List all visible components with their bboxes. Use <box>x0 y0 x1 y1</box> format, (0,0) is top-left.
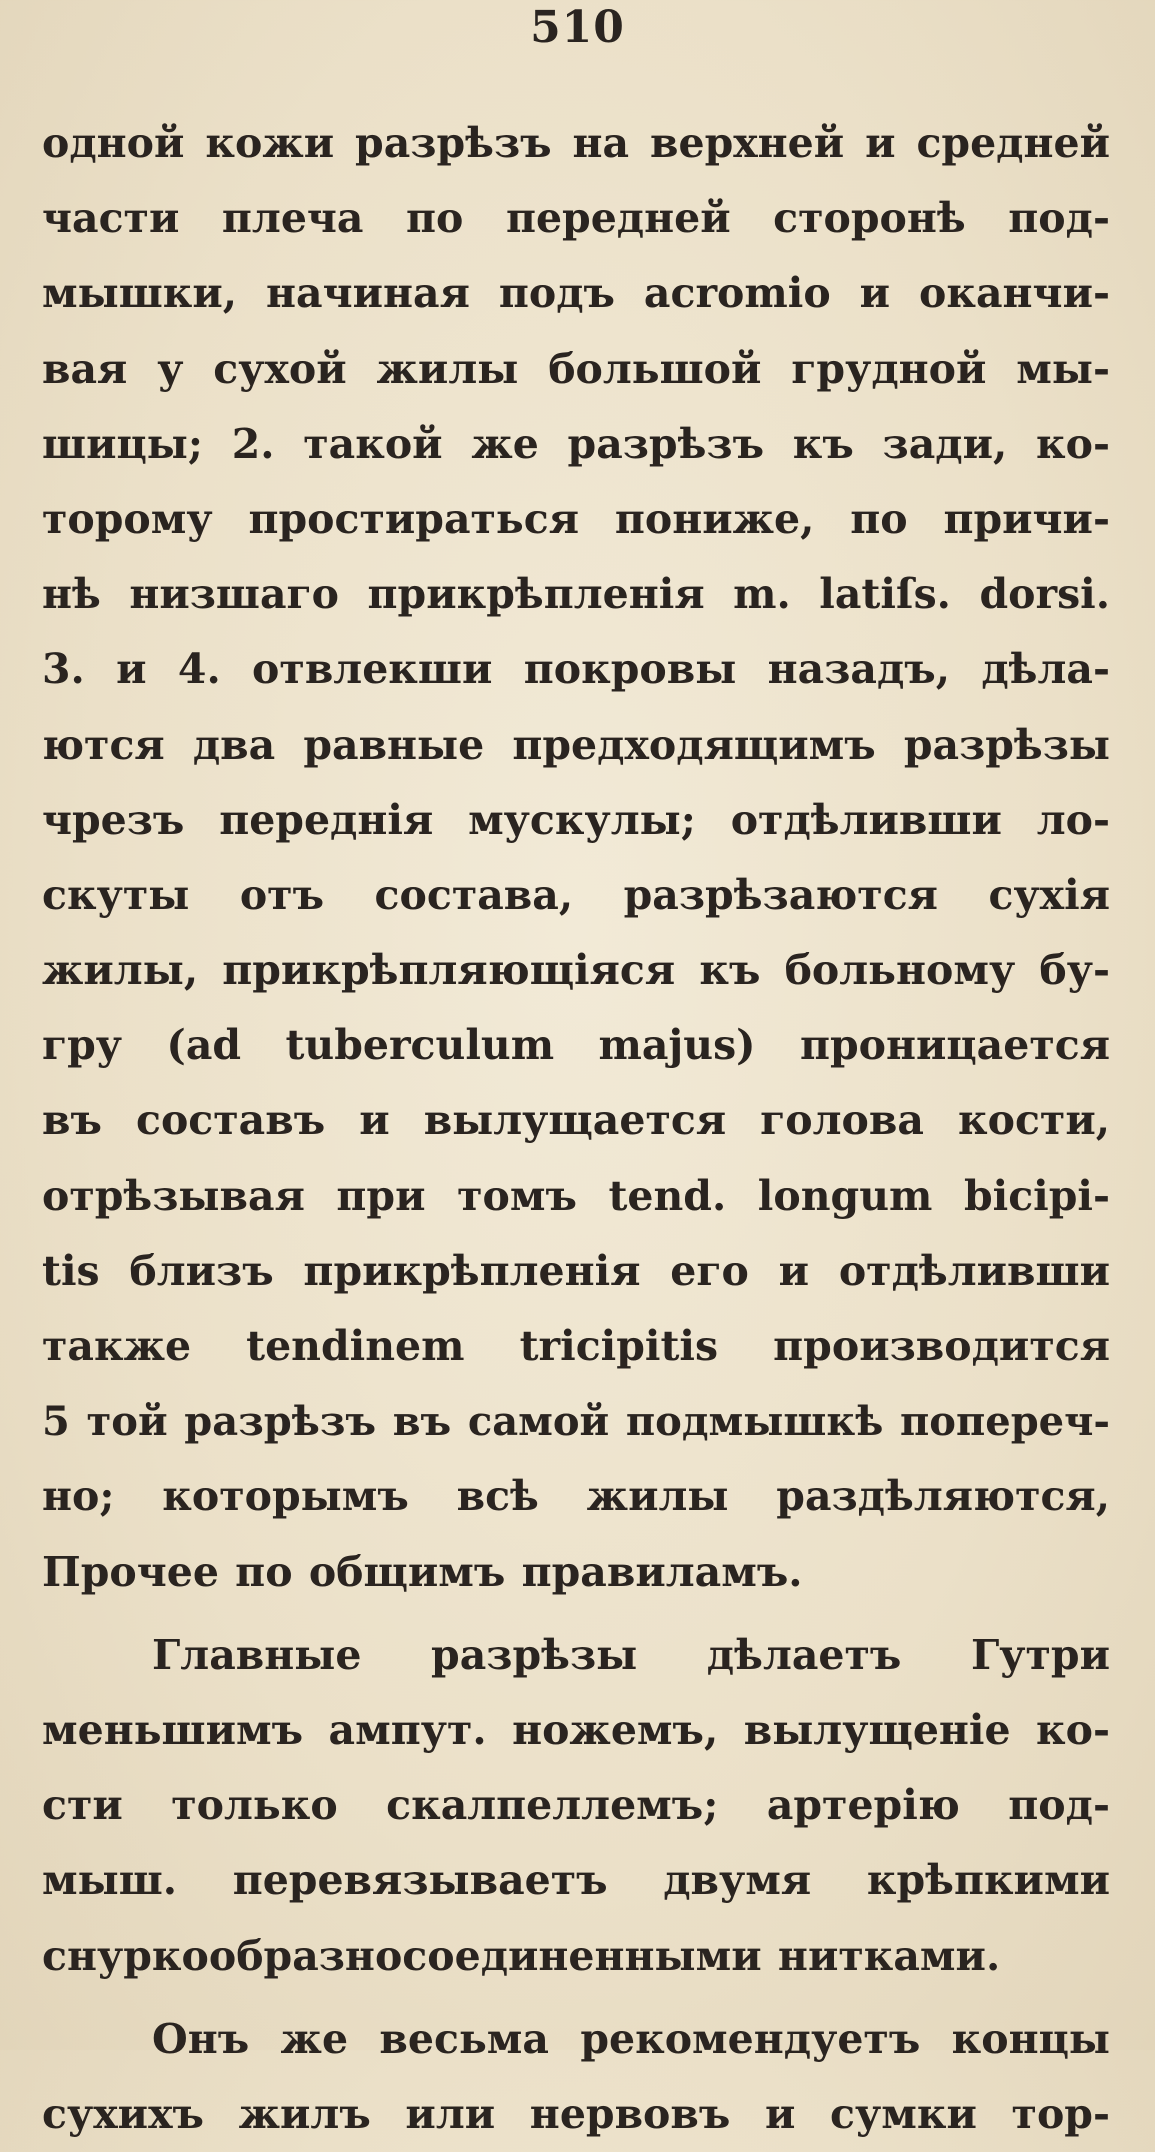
paragraph-2 <box>42 1618 1110 1994</box>
text-line: tis близъ прикрѣпленія его и отдѣливши <box>42 1246 1110 1295</box>
text-line: мышки, начиная подъ acromio и оканчи- <box>42 269 1110 318</box>
text-line: части плеча по передней сторонѣ под- <box>42 194 1110 243</box>
text-line: въ составъ и вылущается голова кости, <box>42 1096 1110 1145</box>
text-line: мыш. перевязываетъ двумя крѣпкими <box>42 1856 1110 1905</box>
text-line: снуркообразносоединенными нитками. <box>42 1931 1001 1980</box>
text-line: шицы; 2. такой же разрѣзъ къ зади, ко- <box>42 419 1110 468</box>
text-line: жилы, прикрѣпляющіяся къ больному бу- <box>42 946 1110 995</box>
text-line: одной кожи разрѣзъ на верхней и средней <box>42 119 1110 167</box>
text-line: Онъ же весьма рекомендуетъ концы <box>152 2014 1110 2063</box>
text-line: вая у сухой жилы большой грудной мы- <box>42 344 1110 393</box>
body-text <box>42 106 1110 2152</box>
text-line: сти только скалпеллемъ; артерію под- <box>42 1781 1110 1830</box>
text-line: также tendinem tricipitis производится <box>42 1322 1110 1370</box>
text-line: но; которымъ всѣ жилы раздѣляются, <box>42 1472 1110 1521</box>
paragraph-1 <box>42 106 1110 1610</box>
text-line: меньшимъ ампут. ножемъ, вылущеніе ко- <box>42 1705 1110 1754</box>
text-line: 5 той разрѣзъ въ самой подмышкѣ попереч- <box>42 1398 1110 1446</box>
text-line: торому простираться пониже, по причи- <box>42 494 1110 543</box>
text-line: гру (ad tuberculum majus) проницается <box>42 1021 1110 1070</box>
paragraph-gap <box>42 1610 1110 1618</box>
text-line: ются два равные предходящимъ разрѣзы <box>42 720 1110 769</box>
text-line: 3. и 4. отвлекши покровы назадъ, дѣла- <box>42 645 1110 694</box>
text-line: Главные разрѣзы дѣлаетъ Гутри <box>152 1630 1110 1679</box>
text-line: Прочее по общимъ правиламъ. <box>42 1547 803 1596</box>
paragraph-gap <box>42 1994 1110 2002</box>
paragraph-3 <box>42 2002 1110 2152</box>
page-number: 510 <box>530 2 625 53</box>
text-line: скуты отъ состава, разрѣзаются сухія <box>42 870 1110 919</box>
text-line: нѣ низшаго прикрѣпленія m. latiſs. dorsi. <box>42 570 1110 619</box>
text-line: отрѣзывая при томъ tend. longum bicipi- <box>42 1171 1110 1220</box>
text-line: чрезъ переднія мускулы; отдѣливши ло- <box>42 795 1110 844</box>
text-line: сухихъ жилъ или нервовъ и сумки тор- <box>42 2089 1110 2138</box>
